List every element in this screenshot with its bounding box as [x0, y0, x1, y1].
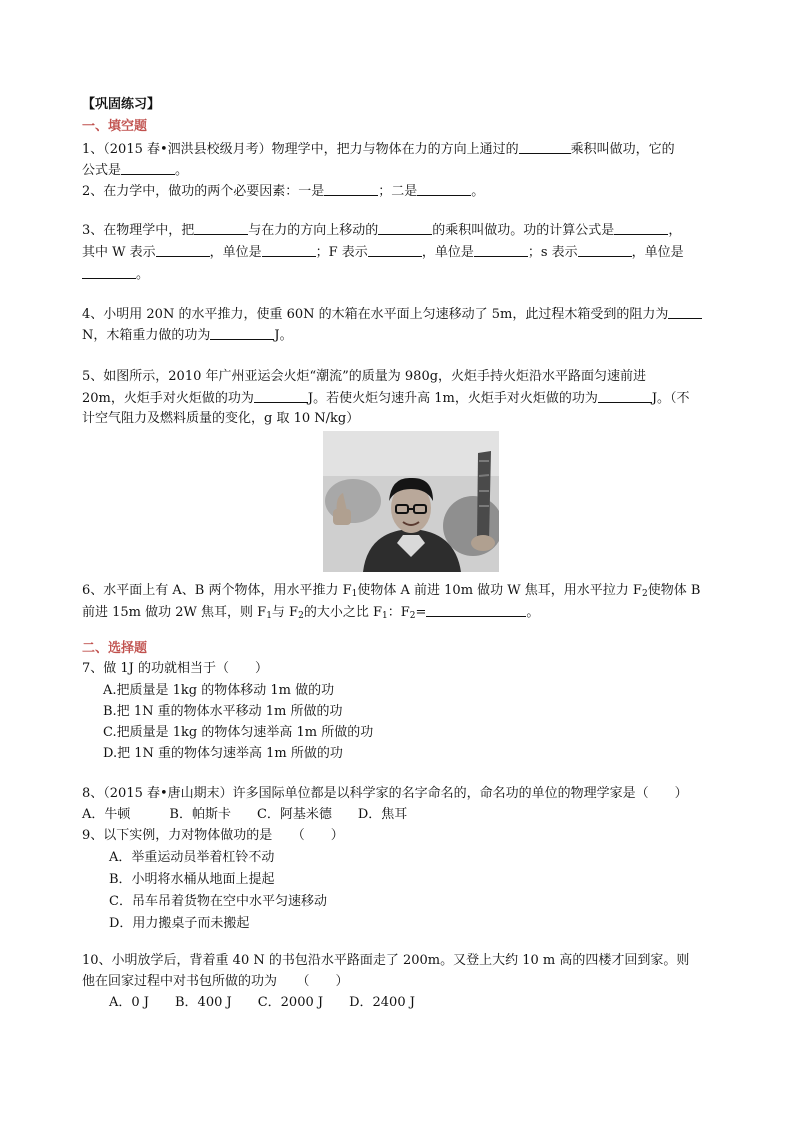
question-1-line-1 — [82, 141, 675, 158]
torchbearer-illustration — [323, 431, 499, 572]
question-10-line-2: 他在回家过程中对书包所做的功为 （ ） — [82, 974, 349, 989]
question-text: ；F 表示 — [315, 245, 368, 260]
answer-blank[interactable] — [598, 390, 652, 403]
answer-blank[interactable] — [210, 327, 274, 340]
question-text: ；二是 — [378, 184, 418, 199]
question-text: 。 — [175, 163, 189, 178]
question-text: ：F — [387, 605, 410, 620]
question-4-line-2 — [82, 327, 293, 344]
question-text: J。（不 — [651, 391, 690, 406]
question-7-option-d[interactable]: D.把 1N 重的物体匀速举高 1m 所做的功 — [103, 746, 343, 761]
answer-blank[interactable] — [262, 244, 316, 257]
torchbearer-photo — [323, 431, 499, 572]
answer-blank[interactable] — [82, 266, 136, 279]
subscript: 1 — [381, 611, 388, 621]
subscript: 2 — [641, 589, 648, 599]
question-9-option-d[interactable]: D．用力搬桌子而未搬起 — [109, 916, 250, 931]
question-3-line-1 — [82, 222, 681, 239]
question-text: ，单位是 — [421, 245, 474, 260]
question-8-options[interactable]: A．牛顿 B．帕斯卡 C．阿基米德 D．焦耳 — [82, 807, 408, 822]
question-text: 的乘积叫做功。功的计算公式是 — [432, 223, 615, 238]
question-6-line-2 — [82, 604, 539, 624]
answer-blank[interactable] — [194, 222, 248, 235]
question-10-options[interactable]: A．0 J B．400 J C．2000 J D．2400 J — [109, 995, 415, 1010]
answer-blank[interactable] — [578, 244, 632, 257]
question-text: = — [415, 605, 427, 620]
question-text: 。 — [526, 605, 540, 620]
answer-blank[interactable] — [254, 390, 308, 403]
question-7-option-c[interactable]: C.把质量是 1kg 的物体匀速举高 1m 所做的功 — [103, 725, 374, 740]
answer-blank[interactable] — [614, 222, 668, 235]
question-9-option-a[interactable]: A．举重运动员举着杠铃不动 — [109, 850, 275, 865]
section-fill-in-heading: 一、填空题 — [82, 119, 148, 134]
question-7-stem: 7、做 1J 的功就相当于（ ） — [82, 661, 269, 676]
answer-blank[interactable] — [519, 141, 571, 154]
question-text: 公式是 — [82, 163, 122, 178]
question-10-line-1: 10、小明放学后，背着重 40 N 的书包沿水平路面走了 200m。又登上大约 10 m 高的四楼才回到家。则 — [82, 953, 690, 968]
question-text: 前进 15m 做功 2W 焦耳，则 F — [82, 605, 267, 620]
question-text: 与在力的方向上移动的 — [248, 223, 379, 238]
answer-blank[interactable] — [426, 604, 526, 617]
subscript: 1 — [266, 611, 272, 621]
question-7-option-b[interactable]: B.把 1N 重的物体水平移动 1m 所做的功 — [103, 704, 343, 719]
section-choice-heading: 二、选择题 — [82, 641, 148, 656]
question-text: 1、（2015 春•泗洪县校级月考）物理学中，把力与物体在力的方向上通过的 — [82, 142, 519, 157]
question-text: N，木箱重力做的功为 — [82, 328, 211, 343]
question-text: 乘积叫做功，它的 — [570, 142, 675, 157]
question-9-stem: 9、以下实例，力对物体做功的是 （ ） — [82, 828, 344, 843]
question-5-line-1 — [82, 369, 646, 385]
question-3-line-3 — [82, 266, 149, 283]
question-text: 其中 W 表示 — [82, 245, 156, 260]
question-text: 计空气阻力及燃料质量的变化，g 取 10 N/kg） — [82, 411, 360, 426]
answer-blank[interactable] — [324, 183, 378, 196]
question-1-line-2 — [82, 162, 188, 179]
question-text: 与 F — [271, 605, 299, 620]
question-3-line-2 — [82, 244, 684, 261]
question-9-option-b[interactable]: B．小明将水桶从地面上提起 — [109, 872, 275, 887]
question-text: 3、在物理学中，把 — [82, 223, 195, 238]
question-text: ，单位是 — [209, 245, 262, 260]
question-text: 使物体 A 前进 10m 做功 W 焦耳，用水平拉力 F — [357, 583, 642, 598]
question-9-option-c[interactable]: C．吊车吊着货物在空中水平匀速移动 — [109, 894, 327, 909]
answer-blank[interactable] — [668, 306, 702, 319]
question-text: ；s 表示 — [527, 245, 578, 260]
question-2 — [82, 183, 484, 200]
question-text: 的大小之比 F — [303, 605, 382, 620]
answer-blank[interactable] — [156, 244, 210, 257]
question-text: 5、如图所示，2010 年广州亚运会火炬“潮流”的质量为 980g，火炬手持火炬沿水平路面匀速前进 — [82, 369, 647, 384]
answer-blank[interactable] — [417, 183, 471, 196]
question-7-option-a[interactable]: A.把质量是 1kg 的物体移动 1m 做的功 — [103, 683, 335, 698]
question-text: J。若使火炬匀速升高 1m，火炬手对火炬做的功为 — [307, 391, 598, 406]
subscript: 2 — [409, 611, 416, 621]
question-8-stem: 8、（2015 春•唐山期末）许多国际单位都是以科学家的名字命名的，命名功的单位的物理学家是（ ） — [82, 786, 688, 801]
question-text: 20m，火炬手对火炬做的功为 — [82, 391, 254, 406]
question-text: J。 — [274, 328, 293, 343]
question-5-line-3 — [82, 411, 359, 427]
answer-blank[interactable] — [378, 222, 432, 235]
subscript: 2 — [298, 611, 304, 621]
subscript: 1 — [351, 589, 358, 599]
question-text: ， — [668, 223, 682, 238]
question-text: 。 — [136, 267, 150, 282]
question-4-line-1 — [82, 306, 702, 323]
question-text: 。 — [471, 184, 485, 199]
question-text: 6、水平面上有 A、B 两个物体，用水平推力 F — [82, 583, 352, 598]
question-text: ，单位是 — [631, 245, 684, 260]
question-text: 4、小明用 20N 的水平推力，使重 60N 的木箱在水平面上匀速移动了 5m，此过程木箱受到的阻力为 — [82, 307, 669, 322]
answer-blank[interactable] — [474, 244, 528, 257]
worksheet-title: 【巩固练习】 — [82, 97, 161, 112]
answer-blank[interactable] — [368, 244, 422, 257]
question-6-line-1 — [82, 583, 700, 602]
answer-blank[interactable] — [121, 162, 175, 175]
question-text: 2、在力学中，做功的两个必要因素：一是 — [82, 184, 325, 199]
question-text: 使物体 B — [647, 583, 701, 598]
question-5-line-2 — [82, 390, 690, 407]
